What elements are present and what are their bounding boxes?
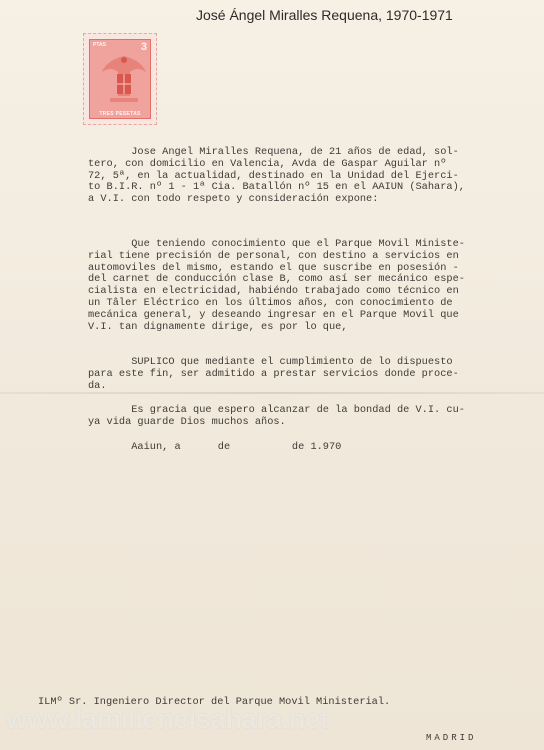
letter-date-line: Aaiun, a de de 1.970 — [88, 441, 342, 453]
document-caption: José Ángel Miralles Requena, 1970-1971 — [196, 7, 453, 23]
addressee-city: MADRID — [426, 733, 477, 743]
stamp-footer-text: TRES PESETAS — [99, 111, 141, 117]
letter-addressee: ILMº Sr. Ingeniero Director del Parque Movil Ministerial. — [38, 696, 391, 708]
revenue-stamp — [83, 33, 157, 125]
letter-paragraph-intro: Jose Angel Miralles Requena, de 21 años de edad, sol- tero, con domicilio en Valencia, Avda de Gaspar Aguilar nº 72, 5ª, en la actualidad, destinado en la Unidad del Ejerci- to B.I.R. nº 1 - 1ª Cia. Batallón nº 15 en el AAIUN (Sahara), a V.I. con todo respeto y consideración expone: — [88, 146, 465, 206]
letter-paragraph-request: SUPLICO que mediante el cumplimiento de lo dispuesto para este fin, ser admitido a prestar servicios donde proce- da. — [88, 356, 459, 392]
stamp-currency: PTAS — [93, 42, 106, 48]
coat-of-arms-icon — [98, 52, 150, 108]
letter-paragraph-exposition: Que teniendo conocimiento que el Parque Movil Ministe- rial tiene precisión de personal, con destino a servicios en automoviles del mismo, estando el que suscribe en posesión - del carnet de conducción clase B, como así ser mecánico espe- cialista en electricidad, habiéndo trabajado como técnico en un Tâler Eléctrico en los últimos años, con conocimiento de mecánica general, y deseando ingresar en el Parque Movil que V.I. tan dignamente dirige, es por lo que, — [88, 238, 465, 333]
website-watermark: www.lamilienelsahara.net — [6, 704, 329, 734]
stamp-face — [89, 39, 151, 119]
stamp-denomination: 3 — [140, 41, 147, 53]
letter-paragraph-closing: Es gracia que espero alcanzar de la bondad de V.I. cu- ya vida guarde Dios muchos años. — [88, 404, 465, 428]
